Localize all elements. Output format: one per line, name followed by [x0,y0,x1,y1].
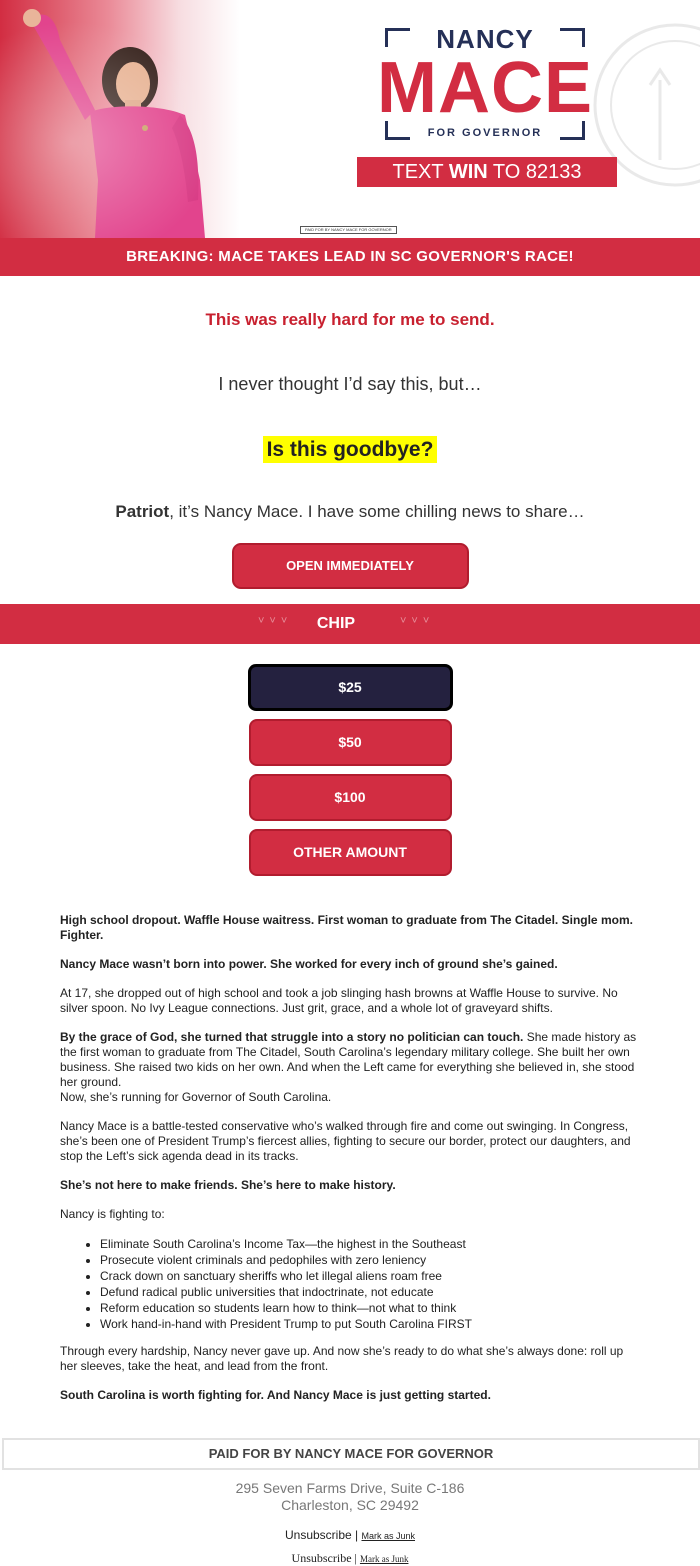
unsubscribe-row-secondary [0,1551,700,1566]
paid-for-disclaimer: PAID FOR BY NANCY MACE FOR GOVERNOR [2,1438,700,1470]
mark-junk-link[interactable]: Mark as Junk [361,1531,416,1541]
list-item: • Defund radical public universities that indoctrinate, not educate [100,1284,640,1300]
body-bold-text: By the grace of God, she turned that struggle into a story no politician can touch. [60,1030,524,1044]
donation-amounts [0,664,700,876]
body-bold-text: She’s not here to make friends. She’s here to make history. [60,1178,396,1192]
separator: | [351,1551,360,1565]
email-body [0,884,700,1403]
logo-last-name: MACE [377,48,593,128]
text-win-suffix: TO 82133 [487,161,582,183]
separator: | [351,1528,362,1542]
list-item: • Crack down on sanctuary sheriffs who let illegal aliens roam free [100,1268,640,1284]
body-text-span: Now, she’s running for Governor of South Carolina. [60,1090,332,1104]
open-immediately-button[interactable]: OPEN IMMEDIATELY [232,543,469,589]
open-button-wrap [0,543,700,589]
body-paragraph [60,1178,640,1193]
body-paragraph: Nancy Mace is a battle-tested conservative who’s walked through fire and come out swinging. In Congress, she’s been one of President Trump’s fiercest allies, fighting to secure our border, protect our daughters, and stop the Left’s sick agenda dead in its tracks. [60,1119,631,1163]
hard-to-send-headline: This was really hard for me to send. [205,310,495,329]
list-item: • Prosecute violent criminals and pedophiles with zero leniency [100,1252,640,1268]
body-paragraph [60,957,640,972]
body-bold-text: South Carolina is worth fighting for. And Nancy Mace is just getting started. [60,1388,491,1402]
donate-25-button[interactable]: $25 [248,664,453,711]
photo-glow [0,0,240,238]
list-item: • Work hand-in-hand with President Trump to put South Carolina FIRST [100,1316,640,1332]
never-thought-text: I never thought I’d say this, but… [218,374,482,394]
logo-subtitle: FOR GOVERNOR [427,127,543,139]
body-paragraph [60,1030,640,1105]
chevron-down-icon: ˅˅˅ [400,615,435,627]
donate-50-button[interactable]: $50 [249,719,452,766]
body-text-span: She made history as the first woman to graduate from The Citadel, South Carolina’s legendary military college. She built her own business. She raised two kids on her own. And when the Left came for everything she believed in, she stood her ground. [60,1030,637,1089]
body-paragraph [60,1388,640,1403]
intro-section [0,276,700,589]
chip-label: CHIP [316,615,356,632]
goodbye-headline [0,438,700,462]
candidate-photo [0,0,240,238]
text-win-badge[interactable] [357,157,617,187]
chevron-down-icon: ˅˅˅ [258,615,293,627]
donate-100-button[interactable]: $100 [249,774,452,821]
mark-junk-link[interactable]: Mark as Junk [359,1554,409,1564]
mailing-address [0,1480,700,1514]
campaign-logo [377,24,593,140]
text-win-keyword: WIN [448,161,488,183]
unsubscribe-link[interactable]: Unsubscribe [284,1528,352,1542]
patriot-message: , it’s Nancy Mace. I have some chilling news to share… [169,502,585,521]
body-bold-text: High school dropout. Waffle House waitress. First woman to graduate from The Citadel. Single mom. Fighter. [60,913,633,942]
body-paragraph: Through every hardship, Nancy never gave up. And now she’s ready to do what she’s always done: roll up her sleeves, take the heat, and lead from the front. [60,1344,624,1373]
paid-for-tiny-label: PAID FOR BY NANCY MACE FOR GOVERNOR [300,226,397,234]
chip-bar [0,604,700,644]
list-item: • Reform education so students learn how to think—not what to think [100,1300,640,1316]
priorities-list [60,1236,640,1332]
body-paragraph: Nancy is fighting to: [60,1207,165,1221]
patriot-name: Patriot [115,502,170,521]
body-paragraph: At 17, she dropped out of high school and took a job slinging hash browns at Waffle House to survive. No silver spoon. No Ivy League connections. Just grit, grace, and a whole lot of graveyard shifts. [60,986,618,1015]
breaking-banner[interactable]: BREAKING: MACE TAKES LEAD IN SC GOVERNOR'S RACE! [0,238,700,276]
body-bold-text: Nancy Mace wasn’t born into power. She worked for every inch of ground she’s gained. [60,957,558,971]
body-paragraph [60,913,640,943]
header-hero [0,0,700,238]
list-item: • Eliminate South Carolina’s Income Tax—the highest in the Southeast [100,1236,640,1252]
donate-other-button[interactable]: OTHER AMOUNT [249,829,452,876]
unsubscribe-row [0,1528,700,1542]
text-win-prefix: TEXT [392,161,449,183]
unsubscribe-link[interactable]: Unsubscribe [291,1551,352,1565]
logo-first-name: NANCY [436,24,534,54]
patriot-greeting [0,502,700,522]
address-line-2: Charleston, SC 29492 [281,1497,419,1513]
goodbye-highlight: Is this goodbye? [263,436,438,463]
address-line-1: 295 Seven Farms Drive, Suite C-186 [235,1480,465,1496]
